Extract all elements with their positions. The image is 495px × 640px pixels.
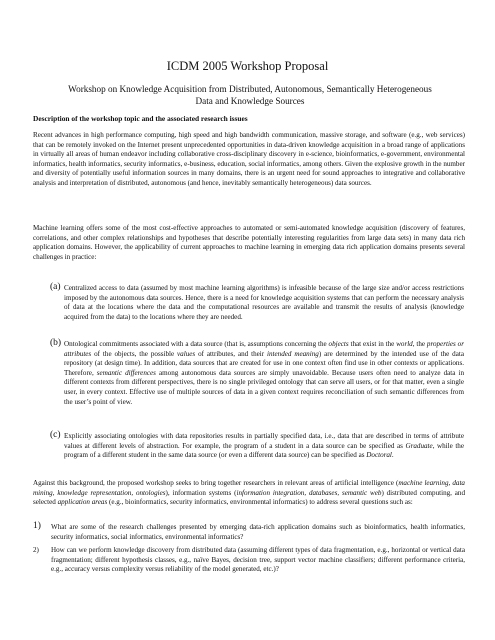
item-text-part: among autonomous data sources are simply unavoidable. Because users often need to analyze data in different contexts from different perspectives, there is no single privileged ontology that can serve all users, or for that matter, even a single user, in every context. Effective use of multiple sources of data in a given context requires reconciliation of such semantic differences from the user’s point of view.	[64, 368, 464, 406]
question-number: 1)	[33, 521, 41, 531]
text-part: ), information systems (	[165, 488, 237, 497]
item-text-part: , the	[412, 340, 427, 348]
emph-properties: properties or attributes	[64, 340, 464, 358]
item-text-part: Explicitly associating ontologies with data repositories results in partially specified data, i.e., data that are described in terms of attribute values at different levels of abstraction. For example, the program of a student in a data source can be specified as	[64, 432, 464, 450]
emph-doctoral: Doctoral	[366, 451, 392, 460]
emph-objects: objects	[328, 340, 349, 348]
emph-is-areas: information integration, databases, semantic web	[236, 488, 382, 497]
item-text-part: that exist in the	[348, 340, 397, 348]
text-part: (e.g., bioinformatics, security informatics, environmental informatics) to address several questions such as:	[107, 498, 413, 507]
emph-world: world	[396, 340, 413, 348]
list-item-c	[50, 432, 464, 461]
section-heading: Description of the workshop topic and the associated research issues	[33, 114, 248, 123]
item-text-part: , while the program of a different student in the same data source (or even a different data source) can be specified as	[64, 441, 464, 460]
item-text-part: .	[391, 451, 394, 460]
item-marker: (b)	[50, 338, 62, 348]
emph-semantic-differences: semantic differences	[96, 368, 156, 377]
question-text: What are some of the research challenges presented by emerging data-rich application domains such as bioinformatics, health informatics, security informatics, social informatics, environmental informatics?	[51, 523, 465, 541]
item-text: Centralized access to data (assumed by most machine learning algorithms) is infeasible because of the large size and/or access restrictions imposed by the autonomous data sources. Hence, there is a need for knowledge acquisition systems that can perform the necessary analysis of data at the locations where the data and the computational resources are available and transmit the results of analysis (knowledge acquired from the data) to the locations where they are needed.	[64, 284, 464, 321]
paragraph-ml: Machine learning offers some of the most cost-effective approaches to automated or semi-automated knowledge acquisition (discovery of features, correlations, and other complex relationships and hypotheses that describe potentially interesting regularities from large data sets) in many data rich application domains. However, the applicability of current approaches to machine learning in emerging data rich application domains presents several challenges in practice:	[33, 224, 465, 261]
item-marker: (a)	[50, 282, 61, 292]
emph-application-areas: application areas	[57, 498, 108, 507]
item-text-part: ) are determined by the intended use of the data repository (at design time). In addition, data sources that are created for use in one context often find use in other contexts or applications. Therefore,	[64, 349, 464, 377]
text-part: Against this background, the proposed workshop seeks to bring together researchers in relevant areas of artificial intelligence (	[33, 479, 399, 487]
emph-meaning: intended meaning	[267, 349, 319, 358]
list-item-a	[50, 284, 464, 322]
emph-values: values	[177, 349, 196, 358]
item-marker: (c)	[50, 430, 61, 440]
item-text-part: Ontological commitments associated with a data source (that is, assumptions concerning the	[64, 340, 329, 348]
emph-graduate: Graduate	[405, 441, 433, 450]
question-text: How can we perform knowledge discovery from distributed data (assuming different types of data fragmentation, e.g., horizontal or vertical data fragmentation; different hypothesis classes, e.g., naïve Bayes, decision tree, support vector machine classifiers; different performance criteria, e.g., accuracy versus complexity versus reliability of the model generated, etc.)?	[51, 546, 465, 574]
list-item-b	[50, 340, 464, 407]
doc-subtitle: Workshop on Knowledge Acquisition from Distributed, Autonomous, Semantically Heterogeneous Data and Knowledge Sources	[68, 84, 432, 106]
doc-title: ICDM 2005 Workshop Proposal	[166, 59, 329, 73]
emph-ai-areas: machine learning, data mining, knowledge representation, ontologies	[33, 479, 465, 497]
question-1	[33, 523, 465, 542]
item-text-part: of attributes, and their	[195, 349, 268, 358]
question-2	[33, 546, 465, 575]
paragraph-background	[33, 479, 465, 508]
paragraph-intro: Recent advances in high performance computing, high speed and high bandwidth communication, massive storage, and software (e.g., web services) that can be remotely invoked on the Internet present unprecedented opportunities in data-driven knowledge acquisition in a broad range of applications in virtually all areas of human endeavor including collaborative cross-disciplinary discovery in e-science, bioinformatics, e-government, environmental informatics, health informatics, security informatics, e-business, education, social informatics, among others. Given the explosive growth in the number and diversity of potentially useful information sources in many domains, there is an urgent need for sound approaches to integrative and collaborative analysis and interpretation of distributed, autonomous (and hence, inevitably semantically heterogeneous) data sources.	[33, 131, 465, 187]
text-part: ) distributed computing, and selected	[33, 488, 466, 507]
item-text-part: of the objects, the possible	[91, 349, 178, 358]
question-number: 2)	[33, 546, 39, 554]
